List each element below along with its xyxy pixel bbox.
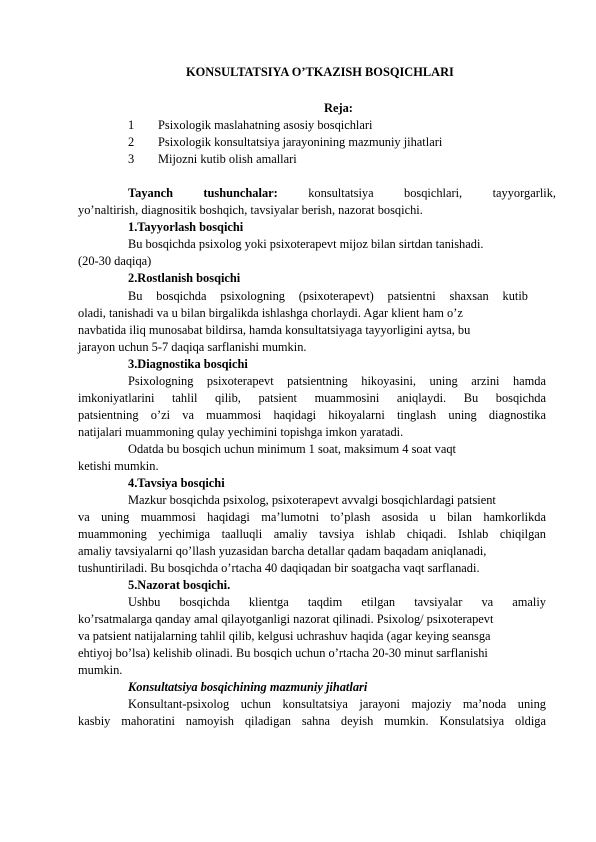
paragraph-line: Psixologning psixoterapevt patsientning hikoyasini, uning arzini hamda <box>128 374 546 388</box>
paragraph-line: Ushbu bosqichda klientga taqdim etilgan tavsiyalar va amaliy <box>128 595 546 609</box>
paragraph-line: Mazkur bosqichda psixolog, psixoterapevt avvalgi bosqichlardagi patsient <box>128 493 496 507</box>
paragraph-line: patsientning o’zi va muammosi haqidagi hikoyalarni tinglash uning diagnostika <box>78 408 546 422</box>
paragraph-line: ehtiyoj bo’lsa) kelishib olinadi. Bu bosqich uchun o’rtacha 20-30 minut sarflanishi <box>78 646 488 660</box>
key-terms-line: yo’naltirish, diagnositik boshqich, tavsiyalar berish, nazorat bosqichi. <box>78 203 423 217</box>
paragraph-line: ko’rsatmalarga qanday amal qilayotganligi nazorat qilinadi. Psixolog/ psixoterapevt <box>78 612 494 626</box>
paragraph-line: navbatida iliq munosabat bildirsa, hamda konsultatsiyaga tayyorligini aytsa, bu <box>78 323 471 337</box>
stage-heading: 3.Diagnostika bosqichi <box>128 357 248 371</box>
stage-heading: 5.Nazorat bosqichi. <box>128 578 231 592</box>
plan-item: Mijozni kutib olish amallari <box>158 152 297 166</box>
plan-item-number: 2 <box>128 135 135 149</box>
paragraph-line: natijalari muammoning qulay yechimini topishga imkon yaratadi. <box>78 425 404 439</box>
paragraph-line: (20-30 daqiqa) <box>78 254 152 268</box>
key-terms-label: Tayanch tushunchalar: <box>128 186 278 200</box>
key-terms-text: konsultatsiya bosqichlari, tayyorgarlik, <box>308 186 556 200</box>
stage-heading: 2.Rostlanish bosqichi <box>128 271 241 285</box>
document-title: KONSULTATSIYA O’TKAZISH BOSQICHLARI <box>186 65 454 79</box>
paragraph-line: tushuntiriladi. Bu bosqichda o’rtacha 40 daqiqadan bir soatgacha vaqt sarflanadi. <box>78 561 480 575</box>
section-heading: Konsultatsiya bosqichining mazmuniy jihatlari <box>128 680 368 694</box>
stage-heading: 1.Tayyorlash bosqichi <box>128 220 244 234</box>
plan-item: Psixologik maslahatning asosiy bosqichlari <box>158 118 373 132</box>
paragraph-line: amaliy tavsiyalarni qo’llash yuzasidan barcha detallar qadam baqadam aniqlanadi, <box>78 544 487 558</box>
plan-heading: Reja: <box>324 101 353 115</box>
plan-item: Psixologik konsultatsiya jarayonining mazmuniy jihatlari <box>158 135 443 149</box>
plan-item-number: 3 <box>128 152 135 166</box>
key-terms-line <box>128 185 556 201</box>
paragraph-line: jarayon uchun 5-7 daqiqa sarflanishi mumkin. <box>78 340 307 354</box>
paragraph-line: ketishi mumkin. <box>78 459 159 473</box>
paragraph-line: kasbiy mahoratini namoyish qiladigan sahna deyish mumkin. Konsulatsiya oldiga <box>78 714 546 728</box>
paragraph-line: va uning muammosi haqidagi ma’lumotni to’plash asosida u bilan hamkorlikda <box>78 510 546 524</box>
paragraph-line: Bu bosqichda psixologning (psixoterapevt) patsientni shaxsan kutib <box>128 289 528 303</box>
stage-heading: 4.Tavsiya bosqichi <box>128 476 225 490</box>
plan-item-number: 1 <box>128 118 135 132</box>
paragraph-line: Bu bosqichda psixolog yoki psixoterapevt mijoz bilan sirtdan tanishadi. <box>128 237 484 251</box>
paragraph-line: mumkin. <box>78 663 123 677</box>
paragraph-line: Odatda bu bosqich uchun minimum 1 soat, maksimum 4 soat vaqt <box>128 442 456 456</box>
paragraph-line: imkoniyatlarini tahlil qilib, patsient muammosini aniqlaydi. Bu bosqichda <box>78 391 546 405</box>
paragraph-line: oladi, tanishadi va u bilan birgalikda ishlashga chorlaydi. Agar klient ham o’z <box>78 306 463 320</box>
paragraph-line: Konsultant-psixolog uchun konsultatsiya jarayoni majoziy ma’noda uning <box>128 697 546 711</box>
paragraph-line: muammoning yechimiga taalluqli amaliy tavsiya ishlab chiqadi. Ishlab chiqilgan <box>78 527 546 541</box>
paragraph-line: va patsient natijalarning tahlil qilib, kelgusi uchrashuv haqida (agar keying seansga <box>78 629 491 643</box>
